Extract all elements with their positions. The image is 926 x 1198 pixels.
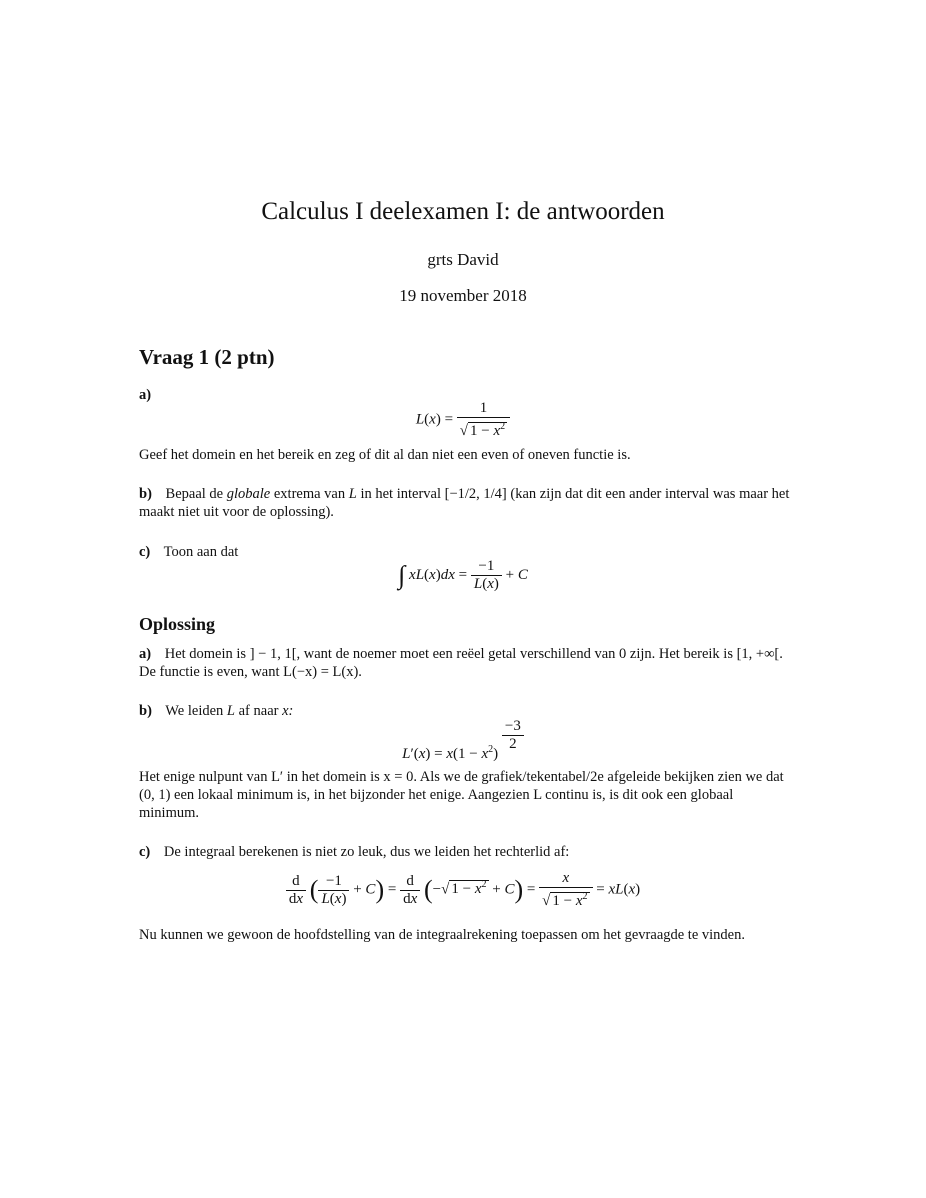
label: c) (139, 844, 151, 860)
document-date: 19 november 2018 (399, 286, 527, 305)
solution-c-formula: $\frac{d}{dx}$ ( $\frac{-1}{L(x)}$ + C) = $\frac{d}{dx}$ (−√ $1 - x^2 + C$) = $\frac{x}{√ 1 - x^2}$ = xL(x) (0, 870, 926, 910)
label: b) (139, 703, 152, 719)
solution-a-text: a) Het domein is ] − 1, 1[, want de noemer moet een reëel getal verschillend van 0 zijn. Het bereik is [1, +∞[. De functie is even, want L(−x) = L(x). (139, 646, 783, 680)
solution-c-conclusion: Nu kunnen we gewoon de hoofdstelling van de integraalrekening toepassen om het gevraagde te vinden. (139, 927, 745, 943)
document-title: Calculus I deelexamen I: de antwoorden (261, 198, 665, 225)
question-heading: Vraag 1 (2 ptn) (139, 345, 275, 369)
question-a-formula: L(x) = $\frac{1}{√ 1 - x^2}$ (0, 400, 926, 440)
solution-b-formula: $L'(x) = x(1 - x^2)$ $\frac{-3}{2}$ (0, 718, 926, 763)
emphasis: globale (226, 486, 271, 502)
question-b-text: b) Bepaal de globale extrema van L in het interval [−1/2, 1/4] (kan zijn dat dit een ander interval was maar het maakt niet uit voor de oplossing). (139, 486, 790, 520)
interval: [−1/2, 1/4] (444, 486, 507, 502)
question-c-text: c) Toon aan dat (139, 544, 239, 560)
solution-b-intro: b) We leiden L af naar x: (139, 703, 294, 719)
label: a) (139, 646, 152, 662)
document-author: grts David (427, 250, 499, 269)
label: c) (139, 544, 151, 560)
question-a-text: Geef het domein en het bereik en zeg of dit al dan niet een even of oneven functie is. (139, 447, 631, 463)
question-c-formula: ∫ xL(x)dx = $\frac{-1}{L(x)}$ + C (398, 558, 528, 592)
solution-b-text: Het enige nulpunt van L′ in het domein is x = 0. Als we de grafiek/tekentabel/2e afgeleide bekijken zien we dat (0, 1) een lokaal minimum is, in het bijzonder het enige. Aangezien L continu is, is dit ook een globaal minimum. (139, 769, 784, 821)
label: a) (139, 387, 152, 403)
label: b) (139, 486, 152, 502)
solution-heading: Oplossing (139, 614, 216, 634)
solution-c-text: c) De integraal berekenen is niet zo leuk, dus we leiden het rechterlid af: (139, 844, 570, 860)
